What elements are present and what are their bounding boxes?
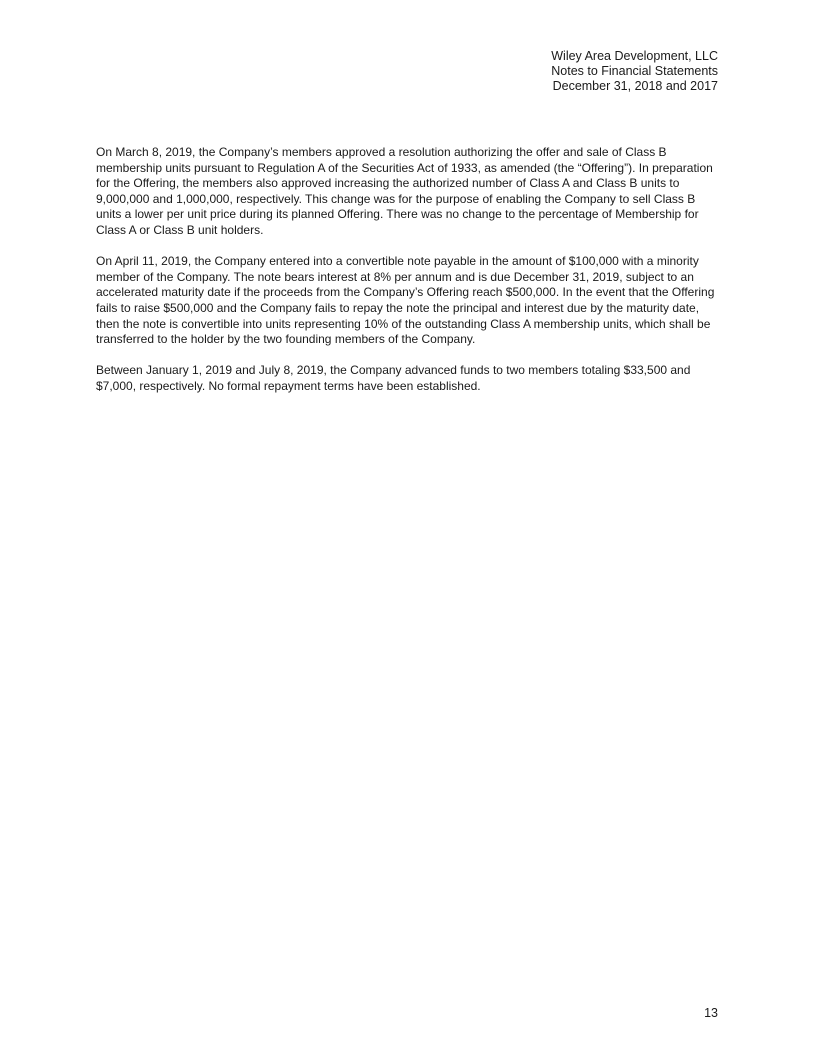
company-name: Wiley Area Development, LLC [551, 49, 718, 63]
paragraph-offering: On March 8, 2019, the Company’s members approved a resolution authorizing the offer and sale of Class B membership units pursuant to Regulation A of the Securities Act of 1933, as amended (the “Offering”). In preparation for the Offering, the members also approved increasing the authorized number of Class A and Class B units to 9,000,000 and 1,000,000, respectively. This change was for the purpose of enabling the Company to sell Class B units a lower per unit price during its planned Offering. There was no change to the percentage of Membership for Class A or Class B unit holders. [96, 145, 713, 237]
notes-body [96, 145, 718, 410]
paragraph-member-advances: Between January 1, 2019 and July 8, 2019, the Company advanced funds to two members totaling $33,500 and $7,000, respectively. No formal repayment terms have been established. [96, 363, 691, 393]
statement-period: December 31, 2018 and 2017 [552, 79, 718, 93]
paragraph-convertible-note: On April 11, 2019, the Company entered into a convertible note payable in the amount of $100,000 with a minority member of the Company. The note bears interest at 8% per annum and is due December 31, 2019, subject to an accelerated maturity date if the proceeds from the Company’s Offering reach $500,000. In the event that the Offering fails to raise $500,000 and the Company fails to repay the note the principal and interest due by the maturity date, then the note is convertible into units representing 10% of the outstanding Class A membership units, which shall be transferred to the holder by the two founding members of the Company. [96, 254, 715, 347]
document-title: Notes to Financial Statements [551, 64, 718, 78]
page-number: 13 [704, 1006, 718, 1020]
page-header [551, 49, 718, 94]
